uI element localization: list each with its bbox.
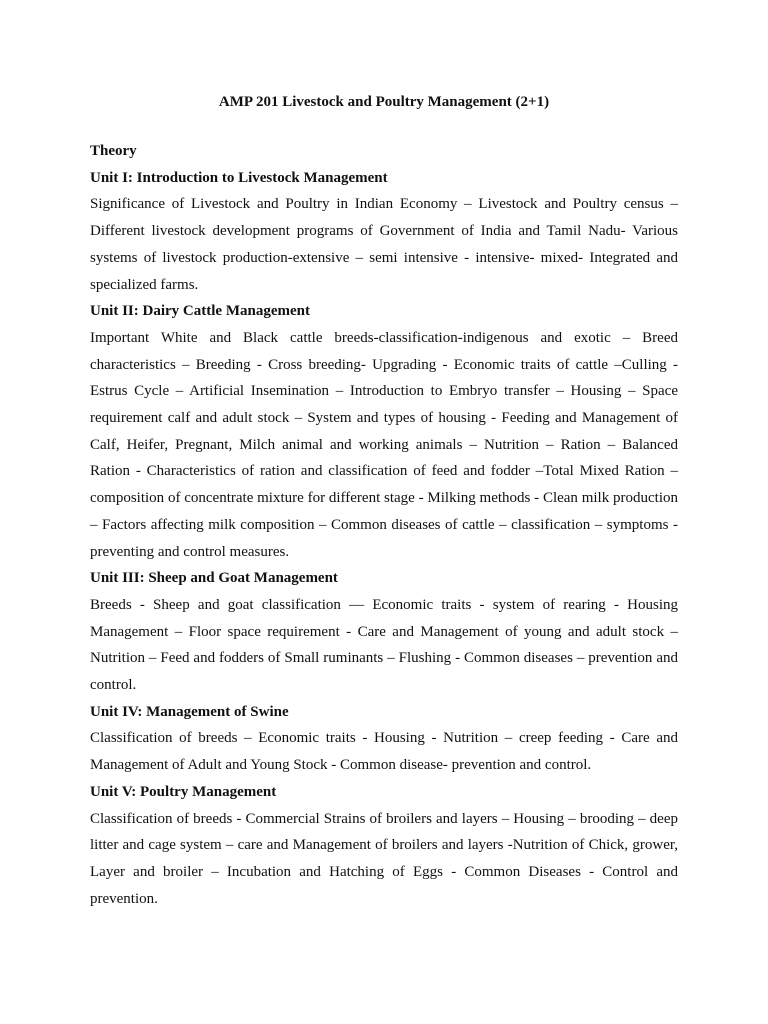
unit-section <box>90 699 678 779</box>
unit-body: Breeds - Sheep and goat classification — Economic traits - system of rearing - Housing Management – Floor space requirement - Care and Management of young and adult stock – Nutrition – Feed and fodders of Small ruminants – Flushing - Common diseases – prevention and control. <box>90 596 678 694</box>
unit-body: Important White and Black cattle breeds-classification-indigenous and exotic – Breed characteristics – Breeding - Cross breeding- Upgrading - Economic traits of cattle –Culling - Estrus Cycle – Artificial Insemination – Introduction to Embryo transfer – Housing – Space requirement calf and adult stock – System and types of housing - Feeding and Management of Calf, Heifer, Pregnant, Milch animal and working animals – Nutrition – Ration – Balanced Ration - Characteristics of ration and classification of feed and fodder –Total Mixed Ration – composition of concentrate mixture for different stage - Milking methods - Clean milk production – Factors affecting milk composition – Common diseases of cattle – classification – symptoms - preventing and control measures. <box>90 329 678 560</box>
unit-section <box>90 298 678 565</box>
unit-section <box>90 165 678 299</box>
document-page <box>90 92 678 912</box>
unit-heading: Unit III: Sheep and Goat Management <box>90 570 338 587</box>
unit-section <box>90 565 678 699</box>
section-heading-theory: Theory <box>90 143 137 159</box>
unit-section <box>90 779 678 913</box>
unit-body: Classification of breeds - Commercial Strains of broilers and layers – Housing – brooding – deep litter and cage system – care and Management of broilers and layers -Nutrition of Chick, grower, Layer and broiler – Incubation and Hatching of Eggs - Common Diseases - Control and prevention. <box>90 810 678 907</box>
unit-heading: Unit V: Poultry Management <box>90 783 277 800</box>
unit-body: Classification of breeds – Economic traits - Housing - Nutrition – creep feeding - Care and Management of Adult and Young Stock - Common disease- prevention and control. <box>90 730 678 774</box>
unit-heading: Unit II: Dairy Cattle Management <box>90 303 310 320</box>
document-title: AMP 201 Livestock and Poultry Management (2+1) <box>218 94 550 110</box>
unit-heading: Unit I: Introduction to Livestock Management <box>90 169 388 186</box>
unit-body: Significance of Livestock and Poultry in Indian Economy – Livestock and Poultry census – Different livestock development programs of Government of India and Tamil Nadu- Various systems of livestock production-extensive – semi intensive - intensive- mixed- Integrated and specialized farms. <box>90 196 678 293</box>
unit-heading: Unit IV: Management of Swine <box>90 703 289 720</box>
